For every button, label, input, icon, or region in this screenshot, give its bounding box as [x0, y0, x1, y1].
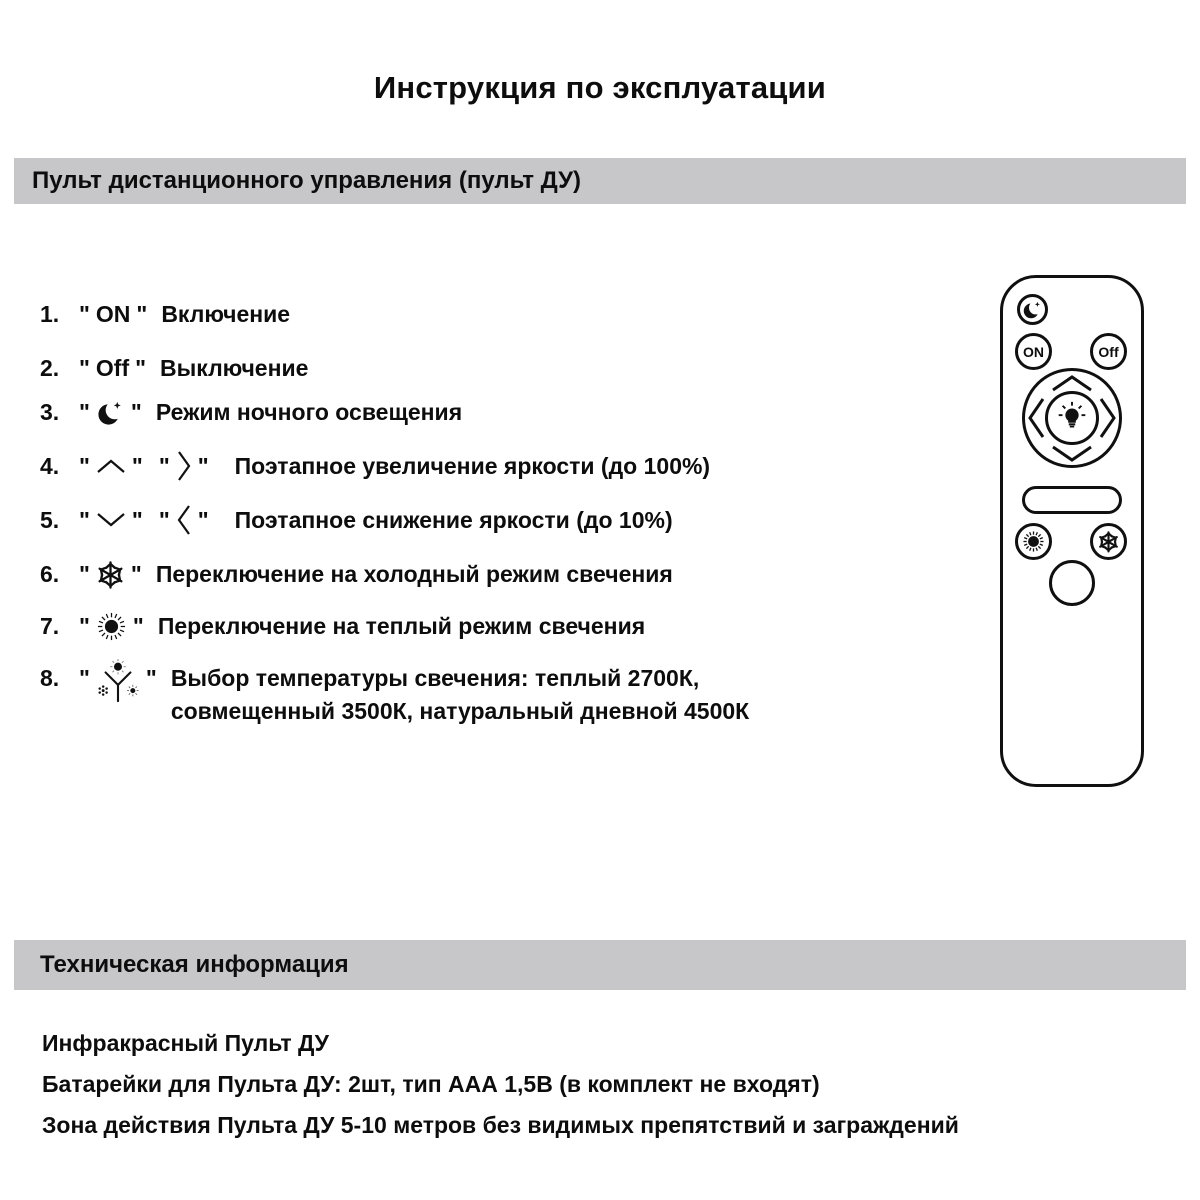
list-item-brightness-up: [40, 448, 710, 484]
quote-mark: ": [79, 560, 90, 587]
item-number: 6.: [40, 560, 60, 587]
remote-control-illustration: [1000, 275, 1144, 787]
night-mode-button: [1017, 294, 1048, 325]
list-item-on: [40, 296, 290, 332]
light-button: [1045, 391, 1099, 445]
item-text-line2: совмещенный 3500К, натуральный дневной 4500К: [170, 698, 750, 724]
pill-button: [1022, 486, 1122, 514]
quote-mark: ": [131, 452, 143, 479]
off-button: [1090, 333, 1127, 370]
list-item-cold-mode: [40, 556, 673, 592]
list-item-warm-mode: [40, 608, 645, 644]
item-text: [171, 662, 749, 728]
round-button: [1049, 560, 1095, 606]
section-heading-remote-label: Пульт дистанционного управления (пульт ДУ): [32, 167, 581, 194]
quote-mark: ": [131, 506, 143, 533]
on-button: [1015, 333, 1052, 370]
chevron-down-icon: [1050, 445, 1094, 468]
tech-info-line: Инфракрасный Пульт ДУ: [42, 1030, 329, 1056]
item-text: Режим ночного освещения: [155, 398, 463, 425]
moon-star-icon: [96, 398, 125, 427]
quote-mark: ": [79, 354, 90, 381]
section-heading-tech: [14, 940, 1186, 990]
tech-info-line: Зона действия Пульта ДУ 5-10 метров без видимых препятствий и заграждений: [42, 1112, 959, 1138]
angle-right-icon: [176, 450, 192, 482]
chevron-down-icon: [96, 512, 126, 528]
quote-mark: ": [158, 452, 170, 479]
quote-mark: ": [197, 506, 209, 533]
tech-info-line: Батарейки для Пульта ДУ: 2шт, тип ААА 1,5В (в комплект не входят): [42, 1071, 820, 1097]
quote-mark: ": [79, 452, 90, 479]
section-heading-tech-label: Техническая информация: [40, 951, 349, 978]
quote-mark: ": [132, 612, 144, 639]
list-item-off: [40, 350, 308, 386]
sun-icon: [1022, 530, 1045, 553]
item-text: Переключение на холодный режим свечения: [155, 560, 673, 587]
item-number: 2.: [40, 354, 60, 381]
off-button-label: Off: [1098, 343, 1119, 360]
chevron-up-icon: [96, 458, 126, 474]
item-text-line1: Выбор температуры свечения: теплый 2700К,: [170, 665, 700, 691]
quote-mark: ": [158, 506, 170, 533]
item-number: 3.: [40, 398, 60, 425]
quote-mark: ": [130, 560, 142, 587]
quote-mark: ": [79, 665, 90, 691]
quote-mark: ": [135, 354, 147, 381]
quote-mark: ": [79, 506, 90, 533]
list-item-brightness-down: [40, 502, 673, 538]
on-button-label: ON: [1023, 343, 1044, 360]
item-text: Поэтапное снижение яркости (до 10%): [234, 506, 673, 533]
angle-left-icon: [176, 504, 192, 536]
quote-mark: ": [130, 398, 142, 425]
snowflake-icon: [96, 560, 125, 589]
item-text: Переключение на теплый режим свечения: [157, 612, 646, 639]
section-heading-remote: [14, 158, 1186, 204]
page-title: Инструкция по эксплуатации: [373, 70, 827, 105]
quote-mark: ": [79, 612, 90, 639]
sun-icon: [96, 611, 127, 642]
moon-star-icon: [1022, 299, 1043, 320]
chevron-left-icon: [1027, 396, 1045, 445]
bulb-icon: [1053, 398, 1091, 438]
quote-mark: ": [79, 300, 90, 327]
off-key-label: Off: [95, 354, 130, 381]
warm-mode-button: [1015, 523, 1052, 560]
item-text: Выключение: [160, 354, 309, 381]
snowflake-icon: [1097, 530, 1120, 553]
quote-mark: ": [79, 398, 90, 425]
item-number: 1.: [40, 300, 60, 327]
on-key-label: ON: [95, 300, 131, 327]
list-item-night-mode: [40, 394, 462, 430]
item-text: Включение: [161, 300, 291, 327]
item-text: Поэтапное увеличение яркости (до 100%): [234, 452, 711, 479]
list-item-color-temperature: [40, 662, 749, 728]
quote-mark: ": [136, 300, 148, 327]
quote-mark: ": [145, 665, 157, 691]
brightness-dial: [1022, 368, 1122, 468]
item-number: 7.: [40, 612, 60, 639]
cold-mode-button: [1090, 523, 1127, 560]
chevron-right-icon: [1099, 396, 1117, 445]
color-temperature-icon: [96, 659, 140, 705]
quote-mark: ": [197, 452, 209, 479]
item-number: 8.: [40, 665, 60, 691]
item-number: 4.: [40, 452, 60, 479]
item-number: 5.: [40, 506, 60, 533]
